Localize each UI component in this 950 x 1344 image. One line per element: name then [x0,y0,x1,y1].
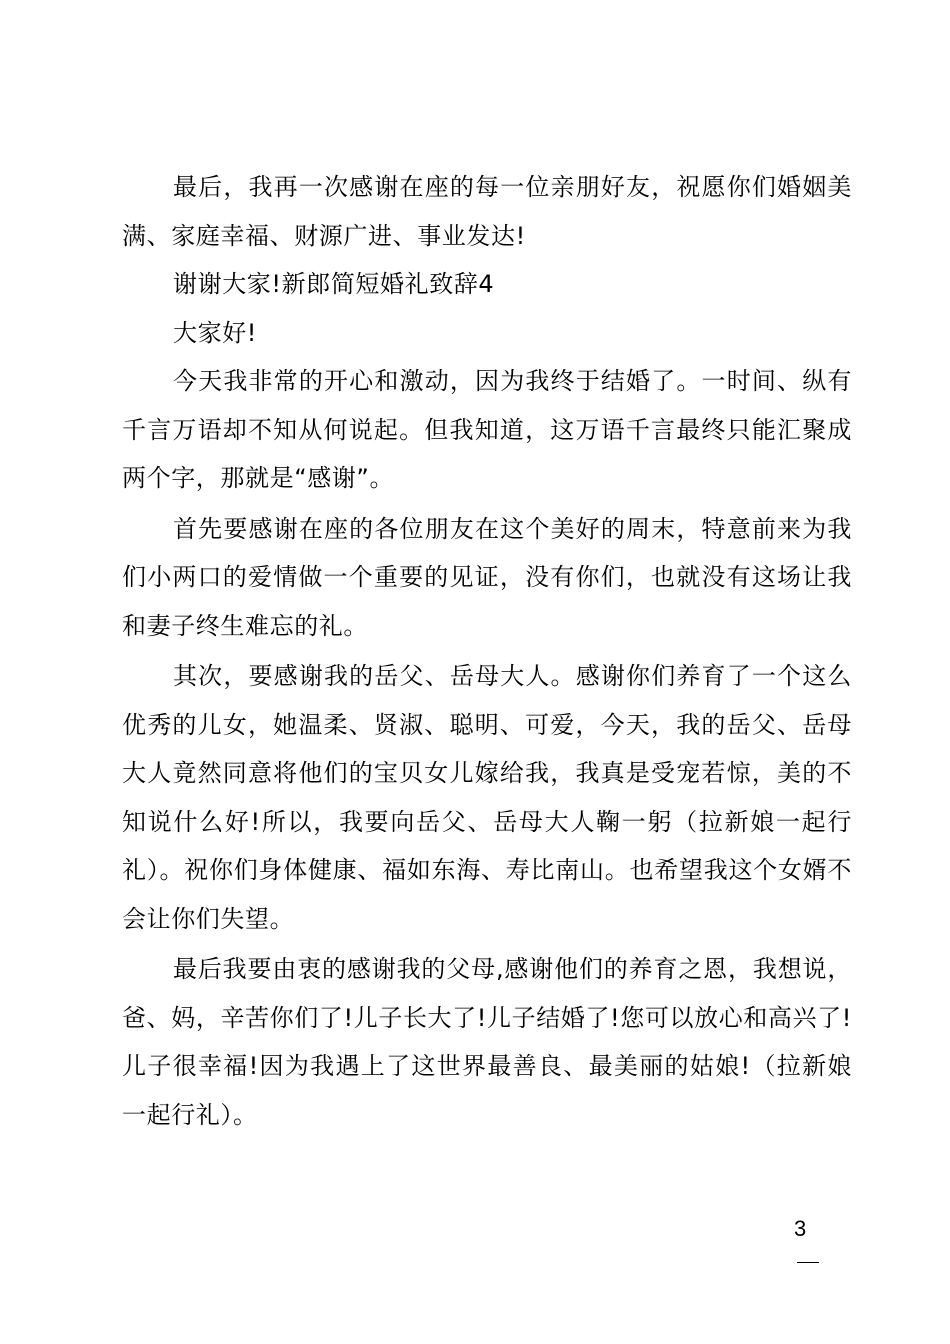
speech-heading: 谢谢大家!新郎简短婚礼致辞4 [173,270,495,298]
closing-paragraph: 最后，我再一次感谢在座的每一位亲朋好友，祝愿你们婚姻美满、家庭幸福、财源广进、事业发达! [122,173,852,250]
opening-paragraph: 今天我非常的开心和激动，因为我终于结婚了。一时间、纵有千言万语却不知从何说起。但我知道，这万语千言最终只能汇聚成两个字，那就是“感谢”。 [122,367,852,492]
document-body [122,163,852,1139]
page-footer-rule [797,1262,819,1263]
thanks-friends-paragraph: 首先要感谢在座的各位朋友在这个美好的周末，特意前来为我们小两口的爱情做一个重要的见证，没有你们，也就没有这场让我和妻子终生难忘的礼。 [122,514,852,640]
thanks-in-laws-paragraph: 其次，要感谢我的岳父、岳母大人。感谢你们养育了一个这么优秀的儿女，她温柔、贤淑、聪明、可爱，今天，我的岳父、岳母大人竟然同意将他们的宝贝女儿嫁给我，我真是受宠若惊，美的不知说什么好!所以，我要向岳父、岳母大人鞠一躬（拉新娘一起行礼）。祝你们身体健康、福如东海、寿比南山。也希望我这个女婿不会让你们失望。 [122,662,852,933]
thanks-parents-paragraph: 最后我要由衷的感谢我的父母,感谢他们的养育之恩，我想说，爸、妈，辛苦你们了!儿子长大了!儿子结婚了!您可以放心和高兴了!儿子很幸福!因为我遇上了这世界最善良、最美丽的姑娘!（拉新娘一起行礼）。 [122,955,852,1129]
page-number: 3 [794,1216,807,1241]
greeting-paragraph: 大家好! [173,318,258,347]
